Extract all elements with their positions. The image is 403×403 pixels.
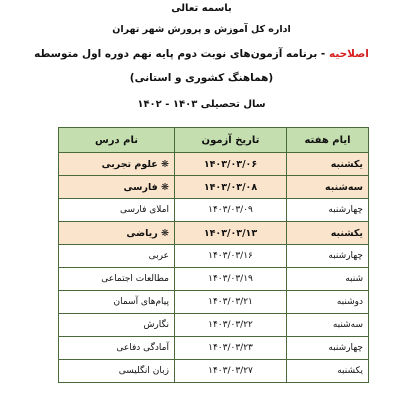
table-row bbox=[59, 360, 369, 383]
date-cell: ۱۴۰۳/۰۳/۱۶ bbox=[175, 245, 287, 268]
course-cell: املای فارسی bbox=[59, 199, 175, 222]
organization-name: اداره کل آموزش و پرورش شهر تهران bbox=[112, 24, 291, 35]
day-cell: چهارشنبه bbox=[287, 245, 369, 268]
document-heading-bismillah: باسمه تعالی bbox=[171, 3, 232, 14]
header-day: ایام هفته bbox=[287, 128, 369, 153]
course-cell: زبان انگلیسی bbox=[59, 360, 175, 383]
day-cell: چهارشنبه bbox=[287, 337, 369, 360]
date-cell: ۱۴۰۳/۰۳/۱۹ bbox=[175, 268, 287, 291]
course-cell: پیام‌های آسمان bbox=[59, 291, 175, 314]
date-cell: ۱۴۰۳/۰۳/۲۱ bbox=[175, 291, 287, 314]
date-cell: ۱۴۰۳/۰۳/۱۳ bbox=[175, 222, 287, 245]
table-row bbox=[59, 222, 369, 245]
header-course: نام درس bbox=[59, 128, 175, 153]
course-cell: عربی bbox=[59, 245, 175, 268]
table-row bbox=[59, 314, 369, 337]
date-cell: ۱۴۰۳/۰۳/۰۶ bbox=[175, 153, 287, 176]
course-cell: ❋ ریاضی bbox=[59, 222, 175, 245]
header-date: تاریخ آزمون bbox=[175, 128, 287, 153]
date-cell: ۱۴۰۳/۰۳/۰۸ bbox=[175, 176, 287, 199]
day-cell: دوشنبه bbox=[287, 291, 369, 314]
table-header-row bbox=[59, 128, 369, 153]
date-cell: ۱۴۰۳/۰۳/۰۹ bbox=[175, 199, 287, 222]
table-row bbox=[59, 176, 369, 199]
day-cell: شنبه bbox=[287, 268, 369, 291]
day-cell: سه‌شنبه bbox=[287, 314, 369, 337]
course-cell: آمادگی دفاعی bbox=[59, 337, 175, 360]
document-subtitle: (هماهنگ کشوری و استانی) bbox=[129, 72, 274, 84]
course-cell: ❋ فارسی bbox=[59, 176, 175, 199]
exam-schedule-table bbox=[58, 127, 369, 383]
course-cell: ❋ علوم تجربی bbox=[59, 153, 175, 176]
date-cell: ۱۴۰۳/۰۳/۲۲ bbox=[175, 314, 287, 337]
table-row bbox=[59, 268, 369, 291]
day-cell: چهارشنبه bbox=[287, 199, 369, 222]
day-cell: یکشنبه bbox=[287, 222, 369, 245]
academic-year: سال تحصیلی ۱۴۰۳ - ۱۴۰۲ bbox=[137, 99, 266, 110]
day-cell: یکشنبه bbox=[287, 153, 369, 176]
table-row bbox=[59, 245, 369, 268]
day-cell: یکشنبه bbox=[287, 360, 369, 383]
table-row bbox=[59, 153, 369, 176]
course-cell: نگارش bbox=[59, 314, 175, 337]
table-row bbox=[59, 199, 369, 222]
table-row bbox=[59, 291, 369, 314]
title-text: - برنامه آزمون‌های نوبت دوم پایه نهم دوره اول متوسطه bbox=[34, 48, 329, 60]
course-cell: مطالعات اجتماعی bbox=[59, 268, 175, 291]
date-cell: ۱۴۰۳/۰۳/۲۳ bbox=[175, 337, 287, 360]
document-title bbox=[0, 48, 403, 60]
correction-label: اصلاحیه bbox=[328, 48, 369, 60]
date-cell: ۱۴۰۳/۰۳/۲۷ bbox=[175, 360, 287, 383]
day-cell: سه‌شنبه bbox=[287, 176, 369, 199]
table-row bbox=[59, 337, 369, 360]
